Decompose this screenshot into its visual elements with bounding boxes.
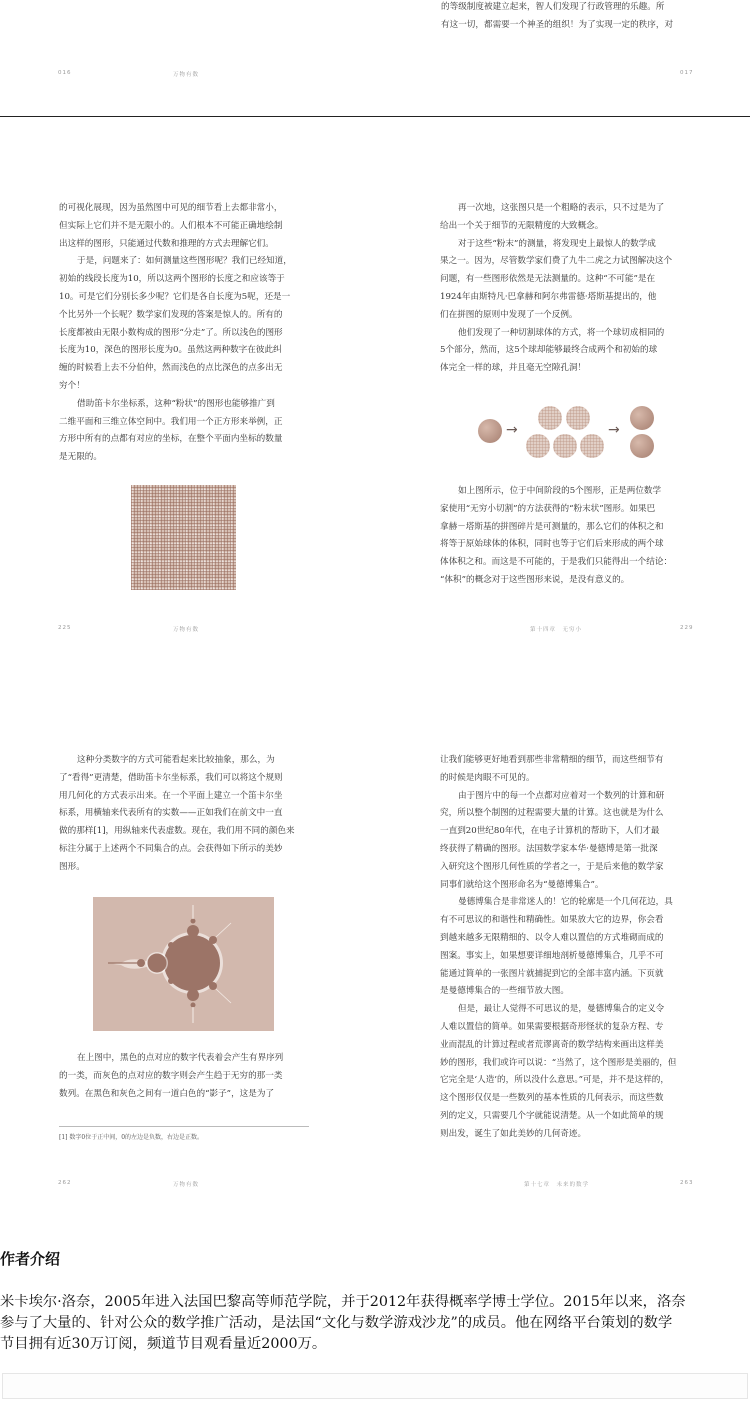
text-line: 缠的时候看上去不分伯仲，然而浅色的点比深色的点多出无 bbox=[59, 363, 283, 374]
result-sphere bbox=[630, 406, 654, 430]
paragraph bbox=[440, 1001, 692, 1143]
text-line: 到越来越多无限精细的、以令人难以置信的方式堆砌而成的 bbox=[440, 932, 664, 943]
paragraph bbox=[440, 894, 692, 1001]
text-line: 二维平面和三维立体空间中。我们用一个正方形来举例，正 bbox=[59, 416, 283, 427]
text-line: 同事们就给这个图形命名为“曼德博集合”。 bbox=[440, 879, 604, 890]
text-line: 5个部分，然而，这5个球却能够最终合成两个和初始的球 bbox=[440, 345, 658, 356]
author-section-title: 作者介绍 bbox=[0, 1250, 61, 1268]
spread1-right-text bbox=[441, 0, 696, 35]
paragraph bbox=[440, 236, 692, 325]
text-line: 在上图中，黑色的点对应的数字代表着会产生有界序列 bbox=[77, 1053, 284, 1063]
text-line: 1924年由斯特凡·巴拿赫和阿尔弗雷德·塔斯基提出的，他 bbox=[440, 291, 657, 302]
text-line: 曼德博集合是非常迷人的！它的轮廓是一个几何花边，具 bbox=[458, 897, 673, 908]
paragraph bbox=[59, 253, 311, 395]
folio-left: 225 bbox=[58, 625, 72, 631]
text-line: 它完全是‘人造’的，所以没什么意思。”可是，并不是这样的， bbox=[440, 1075, 669, 1086]
running-header-left: 万物有数 bbox=[173, 72, 200, 78]
text-line: 业而混乱的计算过程或者荒谬离奇的数学结构来画出这样美 bbox=[440, 1039, 664, 1050]
paragraph bbox=[59, 396, 311, 467]
mandelbrot-figure bbox=[93, 897, 274, 1031]
text-line: 如上图所示，位于中间阶段的5个图形，正是两位数学 bbox=[458, 486, 662, 496]
text-line: 究，所以整个制图的过程需要大量的计算。这也就是为什么 bbox=[440, 808, 664, 819]
text-line: 果之一。因为，尽管数学家们费了九牛二虎之力试图解决这个 bbox=[440, 256, 673, 267]
running-header-right: 第十七章 未来的数学 bbox=[524, 1182, 590, 1188]
text-line: “体积”的概念对于这些图形来说，是没有意义的。 bbox=[440, 574, 630, 585]
divider bbox=[0, 116, 750, 117]
text-line: 方形中所有的点都有对应的坐标，在整个平面内坐标的数量 bbox=[59, 434, 283, 445]
text-line: 这种分类数字的方式可能看起来比较抽象，那么，为 bbox=[77, 755, 275, 765]
text-line: 人难以置信的简单。如果需要根据奇形怪状的复杂方程、专 bbox=[440, 1021, 664, 1032]
text-line: 有这一切，都需要一个神圣的组织！为了实现一定的秩序，对 bbox=[441, 19, 674, 30]
text-line: 的等级制度被建立起来，智人们发现了行政管理的乐趣。所 bbox=[441, 2, 665, 12]
bottom-placeholder-box bbox=[2, 1373, 748, 1399]
result-sphere bbox=[630, 434, 654, 458]
text-line: 个比另外一个长呢？数学家们发现的答案是惊人的。所有的 bbox=[59, 309, 283, 320]
spread3-right-text bbox=[440, 752, 692, 1144]
text-line: 给出一个关于细节的无限精度的大致概念。 bbox=[440, 220, 604, 231]
text-line: 他们发现了一种切割球体的方式，将一个球切成相同的 bbox=[458, 327, 665, 338]
folio-right: 229 bbox=[680, 625, 694, 631]
text-line: 问题，有一些图形依然是无法测量的。这种“不可能”是在 bbox=[440, 274, 656, 285]
dust-piece bbox=[580, 434, 604, 458]
folio-right: 017 bbox=[680, 70, 694, 76]
text-line: 初始的线段长度为10，所以这两个图形的长度之和应该等于 bbox=[59, 274, 285, 285]
text-line: 做的那样[1]，用纵轴来代表虚数。现在，我们用不同的颜色来 bbox=[59, 826, 295, 837]
text-line: 的一类，而灰色的点对应的数字则会产生趋于无穷的那一类 bbox=[59, 1070, 283, 1081]
text-line: 是曼德博集合的一些细节放大图。 bbox=[440, 986, 569, 997]
dust-piece bbox=[526, 434, 550, 458]
text-line: 的时候是肉眼不可见的。 bbox=[440, 772, 535, 783]
folio-left: 262 bbox=[58, 1180, 72, 1186]
spread2-right-text bbox=[440, 200, 692, 378]
paragraph bbox=[440, 483, 692, 590]
paragraph bbox=[440, 200, 692, 236]
text-line: 借助笛卡尔坐标系，这种“粉状”的图形也能够推广到 bbox=[77, 398, 275, 409]
dust-piece bbox=[538, 406, 562, 430]
text-line: 再一次地，这张图只是一个粗略的表示，只不过是为了 bbox=[458, 203, 665, 213]
dust-piece bbox=[553, 434, 577, 458]
text-line: 由于图片中的每一个点都对应着对一个数列的计算和研 bbox=[458, 790, 665, 801]
text-line: 体完全一样的球，并且毫无空隙孔洞！ bbox=[440, 363, 587, 374]
arrow-right-icon: → bbox=[506, 422, 518, 438]
text-line: 们在拼图的原则中发现了一个反例。 bbox=[440, 309, 578, 320]
text-line: 拿赫－塔斯基的拼图碎片是可测量的，那么它们的体积之和 bbox=[440, 521, 664, 532]
text-line: 对于这些“粉末”的测量，将发现史上最惊人的数学成 bbox=[458, 238, 656, 249]
spread2-right-text-b bbox=[440, 483, 692, 590]
text-line: 但实际上它们并不是无限小的。人们根本不可能正确地绘制 bbox=[59, 220, 283, 231]
paragraph bbox=[440, 788, 692, 895]
text-line: 标系，用横轴来代表所有的实数——正如我们在前文中一直 bbox=[59, 808, 283, 819]
footnote: [1] 数字0位于正中间，0的左边是负数，右边是正数。 bbox=[59, 1134, 204, 1141]
text-line: 家使用“无穷小切割”的方法获得的“粉末状”图形。如果巴 bbox=[440, 503, 656, 514]
text-line: 入研究这个图形几何性质的学者之一，于是后来他的数学家 bbox=[440, 861, 664, 872]
spread3-left-text bbox=[59, 752, 311, 877]
banach-tarski-figure bbox=[470, 400, 660, 464]
folio-left: 016 bbox=[58, 70, 72, 76]
folio-right: 263 bbox=[680, 1180, 694, 1186]
text-line: 妙的图形，我们或许可以说：“当然了，这个图形是美丽的，但 bbox=[440, 1057, 677, 1068]
running-header-right: 第十四章 无穷小 bbox=[530, 627, 583, 633]
text-line: 这个图形仅仅是一些数列的基本性质的几何表示，而这些数 bbox=[440, 1093, 664, 1104]
paragraph bbox=[440, 752, 692, 788]
text-line: 于是，问题来了：如何测量这些图形呢？我们已经知道， bbox=[77, 256, 292, 267]
text-line: 体体积之和。而这是不可能的，于是我们只能得出一个结论： bbox=[440, 557, 673, 568]
text-line: 能通过简单的一张图片就捕捉到它的全部丰富内涵。下页就 bbox=[440, 968, 664, 979]
text-line: 是无限的。 bbox=[59, 452, 102, 463]
paragraph bbox=[440, 325, 692, 378]
text-line: 用几何化的方式表示出来。在一个平面上建立一个笛卡尔坐 bbox=[59, 790, 283, 801]
running-header-left: 万物有数 bbox=[173, 627, 200, 633]
bio-line: 节目拥有近30万订阅，频道节目观看量近2000万。 bbox=[0, 1336, 327, 1352]
spread3-left-text-b bbox=[59, 1050, 311, 1103]
text-line: 一直到20世纪80年代，在电子计算机的帮助下，人们才最 bbox=[440, 826, 660, 837]
text-line: 则出发，诞生了如此美妙的几何奇迹。 bbox=[440, 1128, 587, 1139]
text-line: 长度都被由无限小数构成的图形“分走”了。所以浅色的图形 bbox=[59, 327, 283, 338]
text-line: 将等于原始球体的体积，同时也等于它们后来形成的两个球 bbox=[440, 539, 664, 550]
paragraph bbox=[59, 200, 311, 253]
paragraph bbox=[59, 752, 311, 877]
spread2-left-text bbox=[59, 200, 311, 467]
text-line: 出这样的图形，只能通过代数和推理的方式去理解它们。 bbox=[59, 238, 274, 249]
bio-line: 参与了大量的、针对公众的数学推广活动，是法国“文化与数学游戏沙龙”的成员。他在网络平台策划的数学 bbox=[0, 1315, 673, 1331]
spread-2 bbox=[0, 118, 750, 658]
paragraph bbox=[59, 1050, 311, 1103]
spread-3 bbox=[0, 740, 750, 1190]
dust-square-figure bbox=[131, 485, 236, 590]
arrow-right-icon: → bbox=[608, 422, 620, 438]
text-line: 穷个！ bbox=[59, 380, 85, 391]
text-line: 有不可思议的和谐性和精确性。如果放大它的边界，你会看 bbox=[440, 915, 664, 926]
running-header-left: 万物有数 bbox=[173, 1182, 200, 1188]
spread-1 bbox=[0, 0, 750, 118]
text-line: 图案。事实上，如果想要详细地剖析曼德博集合，几乎不可 bbox=[440, 950, 664, 961]
text-line: 列的定义，只需要几个字就能说清楚。从一个如此简单的规 bbox=[440, 1110, 664, 1121]
dust-piece bbox=[566, 406, 590, 430]
text-line: 长度为10，深色的图形长度为0。虽然这两种数字在彼此纠 bbox=[59, 345, 282, 356]
text-line: 图形。 bbox=[59, 861, 85, 872]
text-line: 的可视化展现，因为虽然图中可见的细节看上去都非常小， bbox=[59, 203, 283, 213]
text-line: 数列。在黑色和灰色之间有一道白色的“影子”，这是为了 bbox=[59, 1088, 275, 1099]
bio-line: 米卡埃尔·洛奈，2005年进入法国巴黎高等师范学院，并于2012年获得概率学博士学位。2015年以来，洛奈 bbox=[0, 1294, 686, 1310]
text-line: 标注分属于上述两个不同集合的点。会获得如下所示的美妙 bbox=[59, 843, 283, 854]
text-line: 终获得了精确的图形。法国数学家本华·曼德博是第一批深 bbox=[440, 843, 658, 854]
text-line: 但是，最让人觉得不可思议的是，曼德博集合的定义令 bbox=[458, 1004, 665, 1015]
footnote-rule bbox=[59, 1126, 309, 1127]
text-line: 让我们能够更好地看到那些非常精细的细节，而这些细节有 bbox=[440, 755, 664, 765]
initial-sphere bbox=[478, 419, 502, 443]
text-line: 10。可是它们分别长多少呢？它们是各自长度为5呢，还是一 bbox=[59, 291, 291, 302]
author-bio bbox=[0, 1292, 750, 1355]
mandelbrot-svg bbox=[93, 897, 274, 1031]
text-line: 了“看得”更清楚，借助笛卡尔坐标系，我们可以将这个规则 bbox=[59, 772, 283, 783]
